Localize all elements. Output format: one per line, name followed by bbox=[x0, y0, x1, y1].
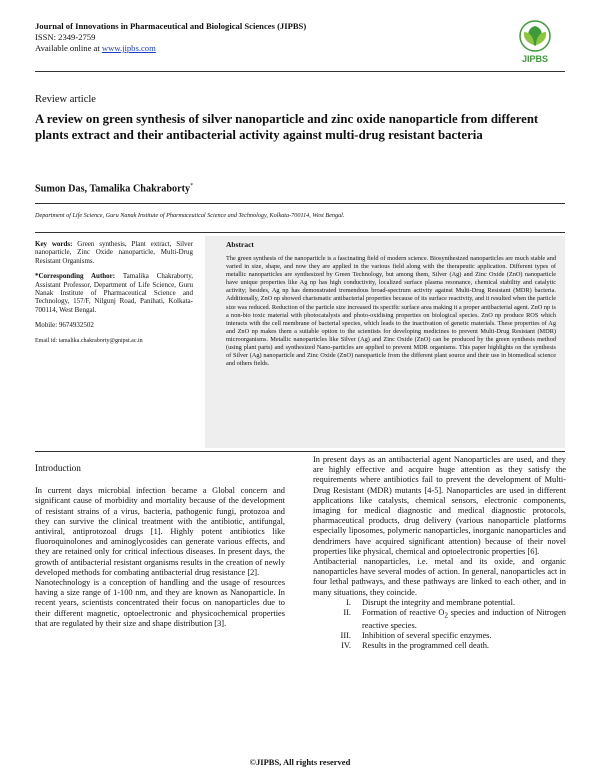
article-info-sidebar bbox=[35, 240, 193, 352]
affiliation-divider bbox=[35, 232, 565, 233]
mobile: Mobile: 9674932502 bbox=[35, 321, 94, 330]
logo-text: JIPBS bbox=[521, 54, 549, 64]
journal-website-link[interactable]: www.jipbs.com bbox=[101, 43, 156, 53]
list-text: Inhibition of several specific enzymes. bbox=[362, 631, 492, 641]
jipbs-logo bbox=[510, 18, 560, 68]
issn: ISSN: 2349-2759 bbox=[35, 32, 96, 42]
subscript: 2 bbox=[444, 611, 448, 620]
footer-copyright: ©JIPBS, All rights reserved bbox=[249, 757, 351, 767]
paragraph-2: Nanotechnology is a conception of handling and the usage of resources having a size range of 1-100 nm, and they are known as Nanoparticle. In recent years, scientists concentrated their focus on nanoparticles due to their different magnetic, optoelectronic and physicochemical properties that are regulated by their size and shape distribution [3]. bbox=[35, 578, 285, 628]
list-text-part: Formation of reactive O bbox=[362, 608, 445, 618]
article-title: A review on green synthesis of silver nanoparticle and zinc oxide nanoparticle from different plants extract and their antibacterial activity against multi-drug resistant bacteria bbox=[35, 112, 539, 142]
paragraph-3: In present days as an antibacterial agent Nanoparticles are used, and they are highly effective and acquire huge attention as they satisfy the requirements where antibiotics fail to prevent the development of Multi-Drug Resistant (MDR) mutants [4-5]. Nanoparticles are used in different applications like catalysts, chemical sensors, electronic components, imaging for medical diagnostic and medical diagnostic protocols, pharmaceutical products, drug delivery (various nanoparticle platforms especially liposomes, polymeric nanoparticles, inorganic nanoparticles and dendrimers have acquired significant attention) because of their novel properties like physical, chemical and optoelectronic properties [6]. bbox=[313, 455, 566, 556]
article-type: Review article bbox=[35, 94, 96, 105]
list-item bbox=[313, 598, 566, 608]
keywords-label: Key words: bbox=[35, 240, 73, 248]
email: Email id: tamalika.chakraborty@gnipst.ac.in bbox=[35, 337, 143, 344]
available-prefix: Available online at bbox=[35, 43, 102, 53]
list-text: Results in the programmed cell death. bbox=[362, 641, 489, 651]
affiliation: Department of Life Science, Guru Nanak Institute of Pharmaceutical Science and Technology, Kolkata-700114, West Bengal. bbox=[35, 212, 345, 219]
paragraph-1: In current days microbial infection became a Global concern and significant cause of morbidity and mortality because of the development of resistant strains of a virus, bacteria, pathogenic fungi, protozoa and they can survive the clinical treatment with the antibiotic, antifungal, antiviral, antiprotozoal drugs [1]. Highly potent antibiotics like fluoroquinolones and aminoglycosides can generate various effects, and they are retained only for critical infectious diseases. In present days, the growth of antibacterial resistant organisms results in the creation of newly developed methods for combating antibacterial drug resistance [2]. bbox=[35, 486, 285, 577]
list-text-part: species and induction of Nitrogen reactive species. bbox=[362, 608, 566, 630]
keywords-text: Green synthesis, Plant extract, Silver nanoparticle, Zinc Oxide nanoparticle, Multi-Drug Resistant Organisms. bbox=[35, 240, 193, 265]
paragraph-4: Antibacterial nanoparticles, i.e. metal and its oxide, and organic nanoparticles have several modes of action. In general, nanoparticles act in four lethal pathways, and these pathways are linked to each other, and in many situations, they coincide. bbox=[313, 557, 566, 597]
list-number: III. bbox=[340, 631, 351, 641]
list-text: Disrupt the integrity and membrane potential. bbox=[362, 597, 516, 607]
article-authors bbox=[35, 183, 193, 194]
list-number: IV. bbox=[341, 641, 351, 651]
abstract-heading: Abstract bbox=[226, 240, 254, 249]
body-right-column bbox=[313, 455, 566, 652]
body-left-column bbox=[35, 464, 285, 629]
header-divider bbox=[35, 71, 565, 72]
mechanism-list bbox=[313, 598, 566, 652]
corresponding-mark: * bbox=[190, 183, 194, 189]
list-item bbox=[313, 641, 566, 651]
introduction-heading: Introduction bbox=[35, 464, 81, 474]
author-names: Sumon Das, Tamalika Chakraborty bbox=[35, 183, 191, 195]
list-number: II. bbox=[343, 608, 351, 618]
abstract-text: The green synthesis of the nanoparticle is a fascinating field of modern science. Biosynthesized nanoparticles are much stable and varied in size, shape, and now they are applied in the various field along with the therapeutic application. Different types of metallic nanoparticles are synthesized by Green Technology, but among them, Silver (Ag) and Zinc Oxide (ZnO) nanoparticle have unique properties like Ag np has high conductivity, localized surface plasma resonance, chemical stability and catalytic activity; besides, Ag np has demonstrated tremendous broad-spectrum activity against Multi-Drug Resistant (MDR) bacteria. Additionally, ZnO np showed charismatic antibacterial properties because of its surface reactivity, and it resulted when the particle size was reduced. Reduction of the particle size increased its specific surface area making it a proper antibacterial agent. ZnO np is a non-bio toxic material with photocatalysis and photo-oxidising properties on biological species. ZnO np produce ROS which interacts with the cell membrane of bacterial species, which leads to the inactivation of genetic materials. These properties of Ag and ZnO np makes them a suitable option to the scientists for developing medicines to prevent Multi-Drug Resistant (MDR) microorganisms. Metallic nanoparticles like Silver (Ag) and Zinc Oxide (ZnO) can be produced by the green synthesis method (using plant parts) and synthesized Nano-particles are applied to prevent MDR organisms. This paper highlights on the synthesis of Silver (Ag) nanoparticle and Zinc Oxide (ZnO) nanoparticle from the different plant source and their use in biomedical science and others fields. bbox=[226, 255, 556, 368]
list-item bbox=[313, 608, 566, 631]
list-text bbox=[362, 608, 566, 631]
authors-divider bbox=[35, 203, 565, 204]
keywords bbox=[35, 240, 193, 265]
availability-line bbox=[35, 43, 495, 54]
journal-header bbox=[35, 21, 495, 54]
list-item bbox=[313, 631, 566, 641]
abstract-divider bbox=[35, 451, 565, 452]
corresponding-text: Tamalika Chakraborty, Assistant Professor, Department of Life Science, Guru Nanak Institute of Pharmaceutical Science and Technology, 157/F, Nilgunj Road, Panihati, Kolkata-700114, West Bengal. bbox=[35, 272, 193, 314]
corresponding-author bbox=[35, 272, 193, 314]
corresponding-label: *Corresponding Author: bbox=[35, 272, 116, 281]
list-number: I. bbox=[346, 597, 351, 607]
journal-name: Journal of Innovations in Pharmaceutical and Biological Sciences (JIPBS) bbox=[35, 21, 307, 31]
